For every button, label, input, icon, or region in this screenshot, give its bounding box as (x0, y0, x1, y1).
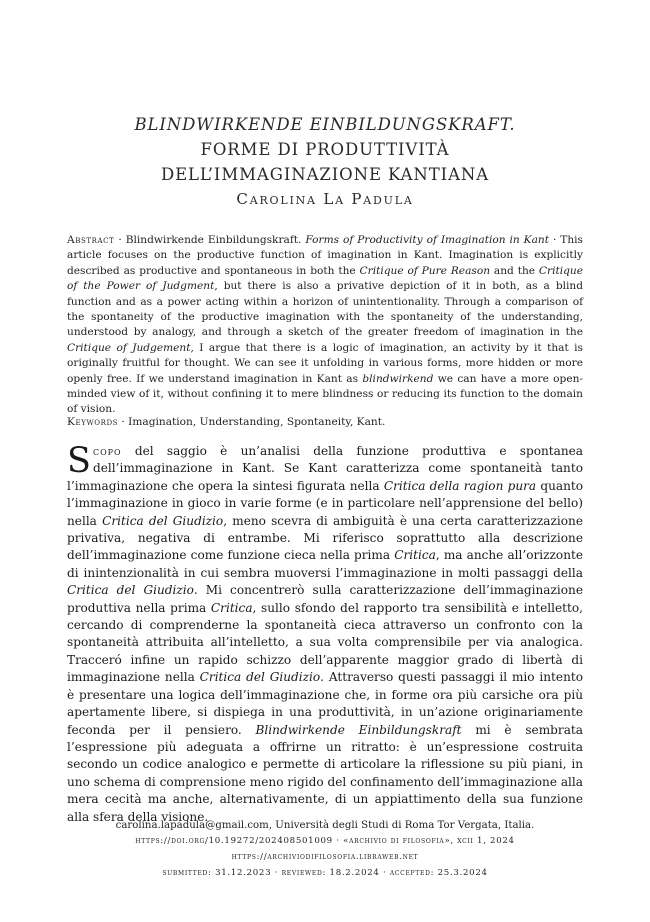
body-text: , ma anche all’orizzonte di inintenzionalità in cui sembra muoversi l’immaginazione in molti passaggi della (67, 548, 584, 580)
title-line-3: DELL’IMMAGINAZIONE KANTIANA (160, 165, 490, 184)
abstract-italic: Critique of Judgement (67, 341, 191, 354)
abstract-text: we can have a more open-minded view of it, without confining it to mere blindness or reducing its function to the domain of vision. (67, 372, 583, 416)
body-italic: Critica del Giudizio (199, 670, 321, 685)
lead-word: copo (92, 444, 122, 458)
title-line-1: BLINDWIRKENDE EINBILDUNGSKRAFT. (134, 115, 516, 134)
abstract-text: , but there is also a privative depiction of it in both, as a blind function and as a power acting within a horizon of unintentionality. Through a comparison of the spontaneity of the productive imagination with the spontaneity of the understanding, understood by analogy, and through a sketch of the greater freedom of imagination in the (67, 280, 583, 339)
keywords-separator: · (118, 416, 129, 428)
submission-dates: submitted: 31.12.2023 · reviewed: 18.2.2024 · accepted: 25.3.2024 (162, 868, 488, 878)
abstract-italic: Critique of Pure Reason (359, 264, 491, 277)
abstract-text: · This article focuses on the productive function of imagination in Kant. Imagination is explicitly described as productive and spontaneous in both the (67, 234, 583, 277)
body-italic: Critica del Giudizio (67, 583, 194, 598)
body-text: , sullo sfondo del rapporto tra sensibilità e intelletto, cercando di comprenderne la spontaneità cieca attraverso un confronto con la spontaneità attribuita all’intelletto, a sua volta comprensibile per via analogica. Tracceró infine un rapido schizzo dell’apparente maggior grado di libertà di immaginazione nella (67, 600, 583, 685)
abstract-italic: Critique of the Power of Judgment (67, 264, 583, 293)
body-text: del saggio è un’analisi della funzione produttiva e spontanea dell’immaginazione in Kant. Se Kant caratterizza come spontaneità tanto l’immaginazione che opera la sintesi figurata nella (67, 444, 583, 493)
author-name: Carolina La Padula (236, 190, 414, 208)
abstract-label: Abstract (67, 234, 115, 246)
keywords (67, 415, 583, 430)
body-italic: Critica (210, 600, 253, 615)
body-text: . Attraverso questi passaggi il mio intento è presentare una logica dell’immaginazione che, in forme ora più carsiche ora più apertamente libere, si dispiega in una produttività, in un’azione originariamente feconda per il pensiero. (67, 670, 583, 737)
journal-url: https://archiviodifilosofia.libraweb.net (231, 852, 419, 862)
abstract-italic: blindwirkend (362, 372, 434, 385)
abstract-italic: Forms of Productivity of Imagination in Kant (305, 234, 549, 246)
drop-cap: S (67, 441, 91, 481)
body-text: mi è sembrata l’espressione più adeguata a offrirne un ritratto: è un’espressione costruita secondo un codice analogico e permette di articolare la riflessione su più piani, in uno schema di comprensione meno rigido del confinamento dell’immaginazione alla mera cecità ma anche, alternativamente, di un appiattimento della sua funzione alla sfera della visione. (67, 722, 583, 824)
body-text: , meno scevra di ambiguità è una certa caratterizzazione privativa, negativa di entrambe. Mi riferisco soprattutto alla descrizione dell’immaginazione come funzione cieca nella prima (67, 513, 583, 563)
abstract (67, 233, 583, 418)
paper-title (0, 112, 650, 187)
author-contact: carolina.lapadula@gmail.com, Università degli Studi di Roma Tor Vergata, Italia. (115, 820, 535, 831)
body-italic: Critica (394, 548, 436, 563)
abstract-text: Blindwirkende Einbildungskraft. (125, 234, 306, 246)
body-text: . Mi concentrerò sulla caratterizzazione dell’immaginazione produttiva nella prima (67, 583, 583, 615)
body-italic: Critica del Giudizio (102, 513, 224, 528)
body-italic: Critica della ragion pura (383, 478, 537, 493)
abstract-text: and the (490, 264, 539, 277)
doi-line: https://doi.org/10.19272/202408501009 · «archivio di filosofia», xcii 1, 2024 (135, 836, 515, 846)
body-text: quanto l’immaginazione in gioco in varie forme (e in particolare nell’apprensione del bello) nella (67, 478, 584, 528)
title-line-2: FORME DI PRODUTTIVITÀ (200, 140, 450, 159)
keywords-list: Imagination, Understanding, Spontaneity, Kant. (128, 416, 386, 428)
keywords-label: Keywords (67, 416, 119, 428)
abstract-separator: · (114, 234, 126, 246)
body-italic: Blindwirkende Einbildungskraft (255, 722, 462, 737)
abstract-text: , I argue that there is a logic of imagination, an activity by it that is originally fruitful for thought. We can see it unfolding in various forms, more hidden or more openly free. If we understand imagination in Kant as (67, 341, 583, 385)
body-paragraph (67, 443, 583, 826)
